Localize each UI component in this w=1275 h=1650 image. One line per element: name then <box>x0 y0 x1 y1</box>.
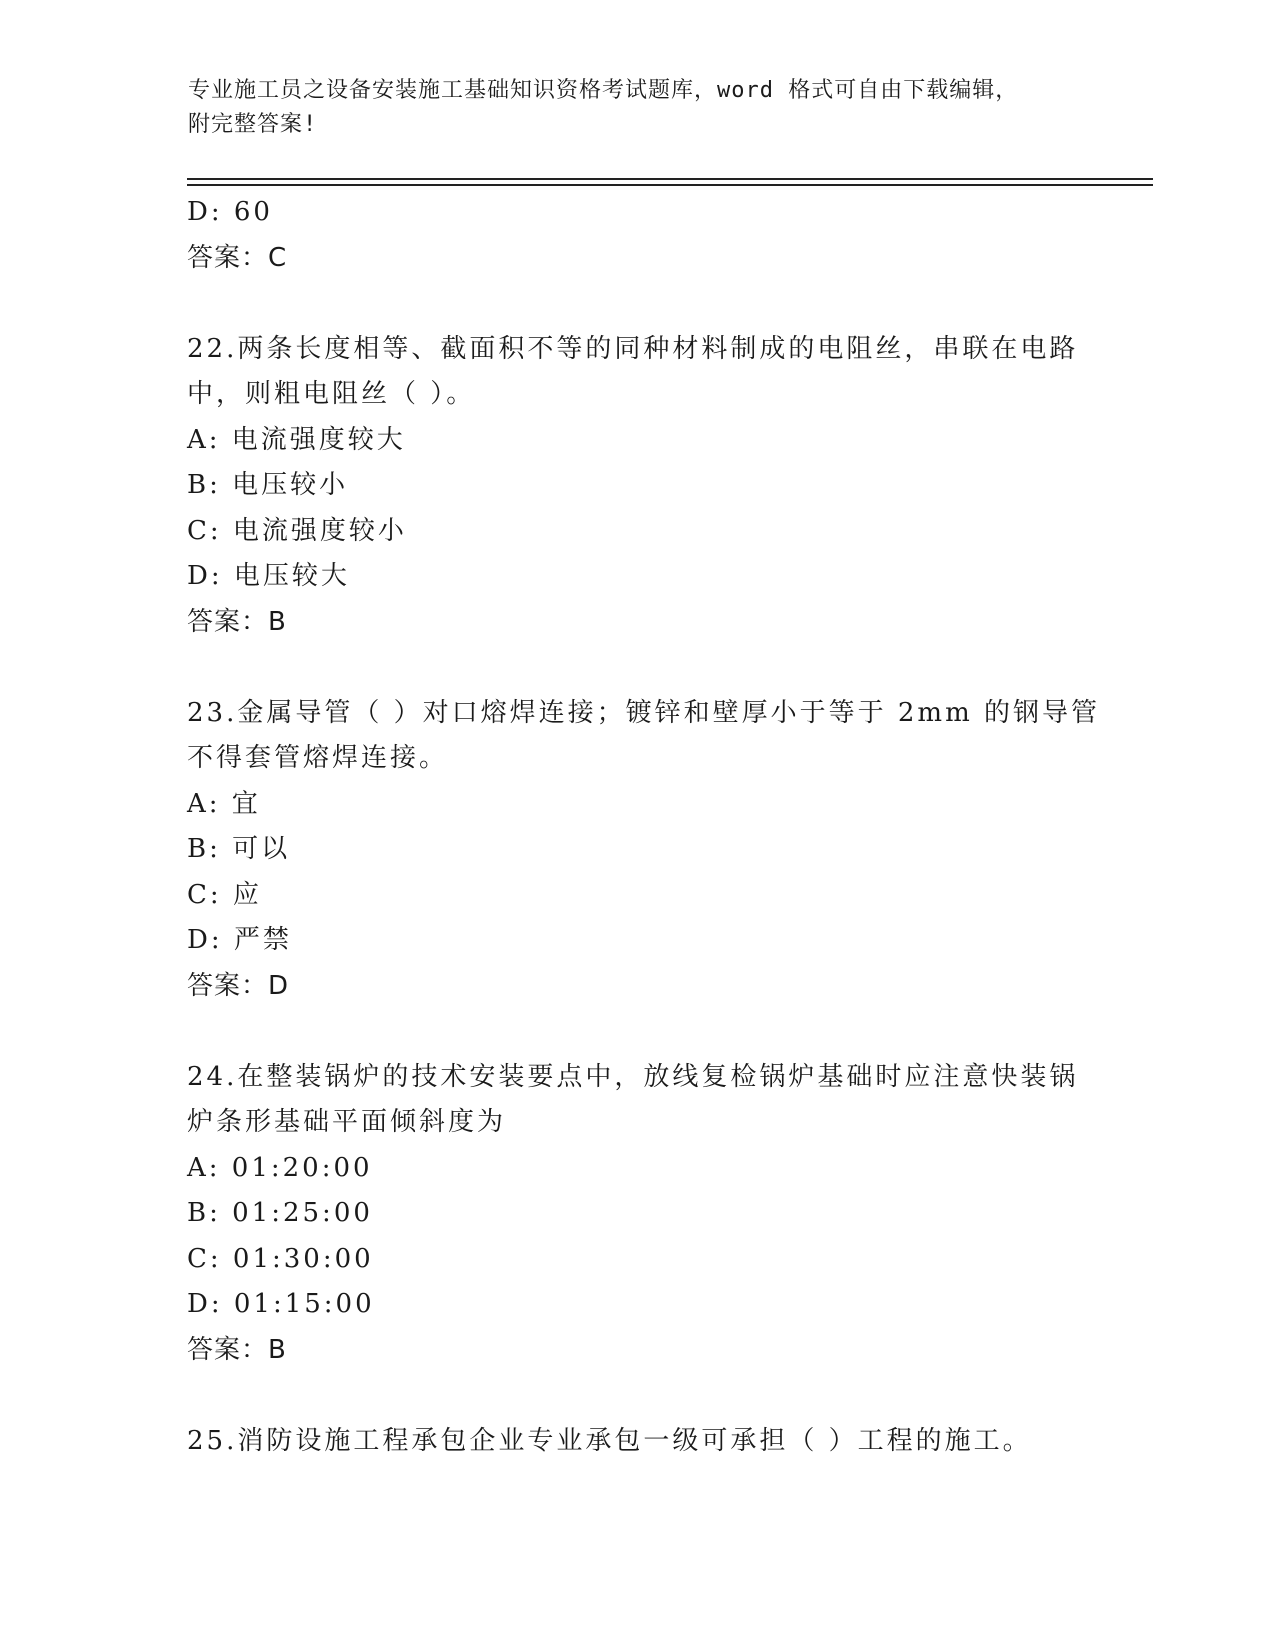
header-line-2: 附完整答案! <box>188 112 318 137</box>
answer: 答案：B <box>187 606 287 637</box>
question-25 <box>187 1419 1087 1465</box>
question-text-line: 不得套管熔焊连接。 <box>187 743 449 773</box>
prev-option-d: D: 60 <box>187 197 273 227</box>
option-c: C: 应 <box>187 879 262 910</box>
option-d: D: 电压较大 <box>187 561 350 591</box>
question-24 <box>187 1055 1087 1374</box>
question-text-line: 中，则粗电阻丝（ ）。 <box>187 379 476 409</box>
option-b: B: 01:25:00 <box>187 1198 373 1228</box>
option-c: C: 电流强度较小 <box>187 515 407 546</box>
header-divider-top <box>187 178 1153 180</box>
answer: 答案：B <box>187 1334 287 1365</box>
question-text-line: 24.在整装锅炉的技术安装要点中，放线复检锅炉基础时应注意快装锅 <box>187 1061 1079 1092</box>
prev-answer: 答案：C <box>187 242 288 273</box>
question-23 <box>187 691 1100 1010</box>
question-22 <box>187 327 1087 646</box>
page-header <box>188 74 1068 142</box>
option-a: A: 01:20:00 <box>187 1152 373 1183</box>
option-b: B: 电压较小 <box>187 470 349 500</box>
answer: 答案：D <box>187 970 290 1001</box>
question-text-line: 炉条形基础平面倾斜度为 <box>187 1107 507 1137</box>
option-a: A: 电流强度较大 <box>187 424 406 455</box>
option-c: C: 01:30:00 <box>187 1243 374 1274</box>
option-b: B: 可以 <box>187 834 291 864</box>
question-text-line: 23.金属导管（ ）对口熔焊连接；镀锌和壁厚小于等于 2mm 的钢导管 <box>187 697 1100 728</box>
header-divider-bottom <box>187 184 1153 186</box>
option-d: D: 01:15:00 <box>187 1289 375 1319</box>
header-line-1: 专业施工员之设备安装施工基础知识资格考试题库，word 格式可自由下载编辑， <box>188 78 1019 103</box>
option-a: A: 宜 <box>187 788 261 819</box>
question-text-line: 22.两条长度相等、截面积不等的同种材料制成的电阻丝，串联在电路 <box>187 333 1079 364</box>
option-d: D: 严禁 <box>187 925 292 955</box>
document-body <box>187 190 1100 1464</box>
question-text-line: 25.消防设施工程承包企业专业承包一级可承担（ ）工程的施工。 <box>187 1425 1032 1456</box>
